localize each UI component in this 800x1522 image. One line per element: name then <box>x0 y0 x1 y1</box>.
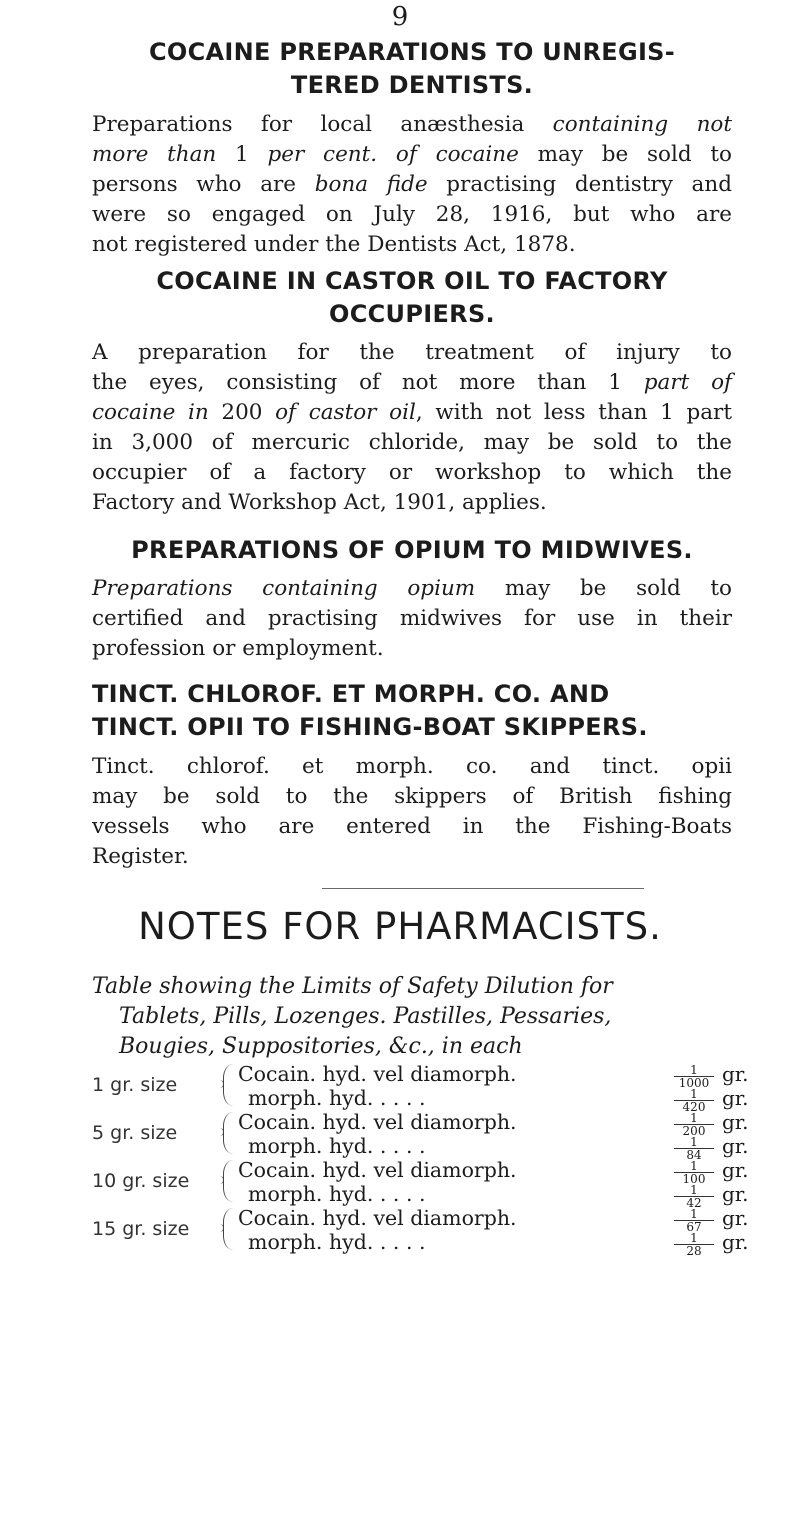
page-number: 9 <box>391 2 409 32</box>
text-line: may be sold to the skippers of British fishing <box>92 784 732 809</box>
fraction <box>674 1184 714 1209</box>
text-line: cocaine in 200 of castor oil, with not less than 1 part <box>92 400 732 425</box>
caption-line: Tablets, Pills, Lozenges. Pastilles, Pessaries, <box>119 1004 612 1029</box>
denominator: 67 <box>674 1220 714 1233</box>
fraction <box>674 1160 714 1185</box>
heading-line: TERED DENTISTS. <box>290 71 534 99</box>
text-line: more than 1 per cent. of cocaine may be sold to <box>92 142 732 167</box>
text-line: the eyes, consisting of not more than 1 part of <box>92 370 733 395</box>
text-line: were so engaged on July 28, 1916, but who are <box>92 202 732 227</box>
paragraph-skippers <box>92 752 732 872</box>
size-label: 5 gr. size <box>92 1122 178 1144</box>
caption-line: Bougies, Suppositories, &c., in each <box>119 1034 523 1059</box>
table-row-text: Cocain. hyd. vel diamorph. <box>238 1158 517 1182</box>
brace <box>223 1208 234 1250</box>
brace <box>223 1064 234 1106</box>
brace <box>223 1112 234 1154</box>
text-line: A preparation for the treatment of injury to <box>92 340 732 365</box>
unit: gr. <box>722 1062 749 1086</box>
text-line: not registered under the Dentists Act, 1878. <box>92 232 576 257</box>
numerator: 1 <box>690 1111 698 1125</box>
denominator: 84 <box>674 1148 714 1161</box>
fraction <box>674 1136 714 1161</box>
denominator: 42 <box>674 1196 714 1209</box>
denominator: 28 <box>674 1244 714 1257</box>
text-line: certified and practising midwives for use in their <box>92 606 732 631</box>
paragraph-dentists <box>92 110 732 260</box>
numerator: 1 <box>690 1231 698 1245</box>
table-row-text: Cocain. hyd. vel diamorph. <box>238 1110 517 1134</box>
section-heading-midwives <box>92 534 732 567</box>
heading-line: COCAINE IN CASTOR OIL TO FACTORY <box>156 267 668 295</box>
caption-line: Table showing the Limits of Safety Dilution for <box>92 974 613 999</box>
text-line: Tinct. chlorof. et morph. co. and tinct. opii <box>92 754 732 779</box>
notes-heading: NOTES FOR PHARMACISTS. <box>138 905 662 948</box>
numerator: 1 <box>690 1063 698 1077</box>
text-line: Factory and Workshop Act, 1901, applies. <box>92 490 547 515</box>
unit: gr. <box>722 1086 749 1110</box>
text-line: persons who are bona fide practising dentistry and <box>92 172 732 197</box>
table-caption <box>92 972 752 1062</box>
unit: gr. <box>722 1110 749 1134</box>
table-row-text: morph. hyd. . . . . <box>248 1230 426 1254</box>
numerator: 1 <box>690 1159 698 1173</box>
denominator: 100 <box>674 1172 714 1185</box>
brace <box>223 1160 234 1202</box>
section-divider <box>322 888 644 889</box>
unit: gr. <box>722 1206 749 1230</box>
size-label: 10 gr. size <box>92 1170 190 1192</box>
heading-line: COCAINE PREPARATIONS TO UNREGIS- <box>148 38 676 66</box>
numerator: 1 <box>690 1087 698 1101</box>
paragraph-factory <box>92 338 732 518</box>
table-row-text: morph. hyd. . . . . <box>248 1134 426 1158</box>
fraction <box>674 1208 714 1233</box>
fraction <box>674 1088 714 1113</box>
numerator: 1 <box>690 1135 698 1149</box>
table-row-text: Cocain. hyd. vel diamorph. <box>238 1206 517 1230</box>
section-heading-dentists <box>92 36 732 102</box>
denominator: 200 <box>674 1124 714 1137</box>
unit: gr. <box>722 1134 749 1158</box>
size-label: 1 gr. size <box>92 1074 178 1096</box>
numerator: 1 <box>690 1207 698 1221</box>
text-line: occupier of a factory or workshop to which the <box>92 460 732 485</box>
unit: gr. <box>722 1182 749 1206</box>
denominator: 420 <box>674 1100 714 1113</box>
text-line: Register. <box>92 844 189 869</box>
heading-line: TINCT. OPII TO FISHING-BOAT SKIPPERS. <box>92 713 648 741</box>
section-heading-factory <box>92 265 732 331</box>
heading-line: OCCUPIERS. <box>329 300 495 328</box>
section-heading-skippers <box>92 678 732 744</box>
heading-line: PREPARATIONS OF OPIUM TO MIDWIVES. <box>131 536 693 564</box>
text-line: in 3,000 of mercuric chloride, may be sold to the <box>92 430 732 455</box>
fraction <box>674 1112 714 1137</box>
table-row-text: Cocain. hyd. vel diamorph. <box>238 1062 517 1086</box>
text-line: Preparations containing opium may be sold to <box>92 576 732 601</box>
unit: gr. <box>722 1158 749 1182</box>
text-line: Preparations for local anæsthesia containing not <box>92 112 733 137</box>
heading-line: TINCT. CHLOROF. ET MORPH. CO. AND <box>92 680 610 708</box>
paragraph-midwives <box>92 574 732 664</box>
text-line: vessels who are entered in the Fishing-Boats <box>92 814 732 839</box>
fraction <box>674 1064 714 1089</box>
table-row-text: morph. hyd. . . . . <box>248 1182 426 1206</box>
denominator: 1000 <box>674 1076 714 1089</box>
fraction <box>674 1232 714 1257</box>
text-line: profession or employment. <box>92 636 384 661</box>
numerator: 1 <box>690 1183 698 1197</box>
size-label: 15 gr. size <box>92 1218 190 1240</box>
unit: gr. <box>722 1230 749 1254</box>
table-row-text: morph. hyd. . . . . <box>248 1086 426 1110</box>
